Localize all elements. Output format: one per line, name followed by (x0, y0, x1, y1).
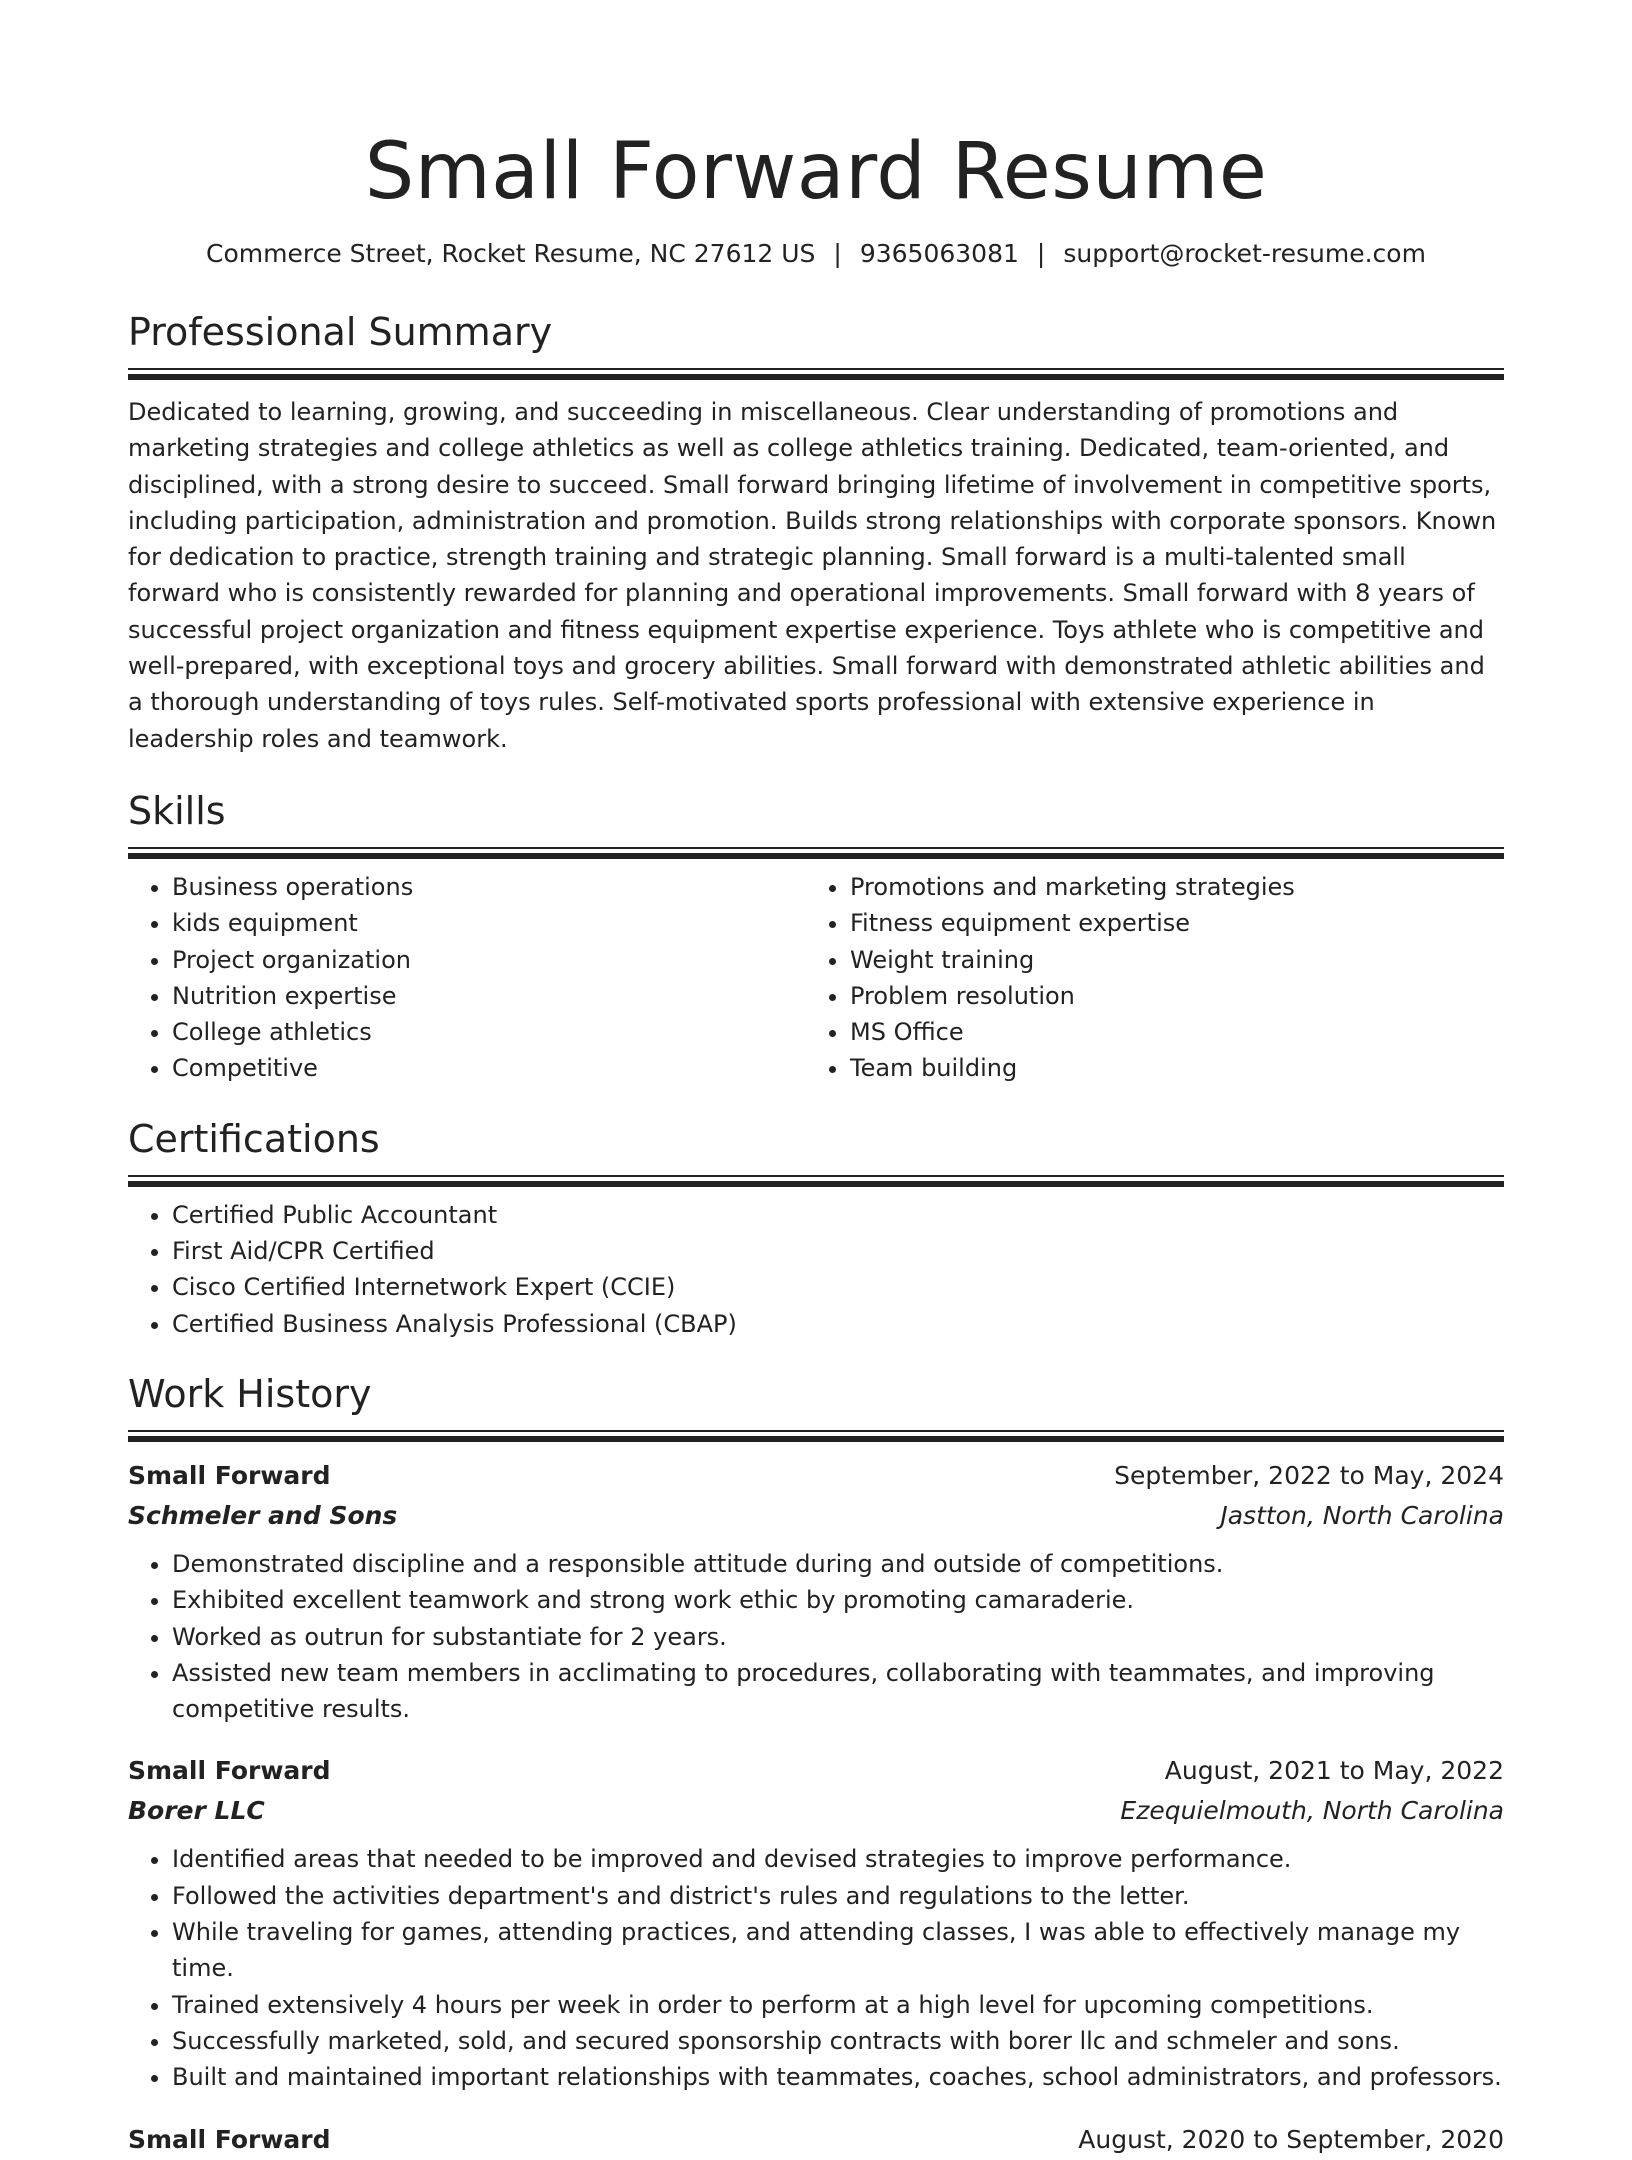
skill-item: • kids equipment (172, 905, 806, 941)
skill-item: • Business operations (172, 869, 806, 905)
section-divider (128, 847, 1504, 859)
skills-grid (128, 869, 1504, 1087)
page-title: Small Forward Resume (364, 127, 1268, 217)
certification-item: • Certified Business Analysis Professional (CBAP) (172, 1306, 1504, 1342)
job-dates: August, 2021 to May, 2022 (1164, 1756, 1504, 1786)
job-dates: August, 2020 to September, 2020 (1078, 2124, 1504, 2154)
section-divider (128, 1175, 1504, 1187)
skill-item: • Project organization (172, 942, 806, 978)
job-header (128, 1751, 1504, 1791)
job-bullet: • Demonstrated discipline and a responsible attitude during and outside of competitions. (172, 1546, 1504, 1582)
skills-right-list (806, 869, 1484, 1087)
skill-item: • College athletics (172, 1014, 806, 1050)
job-header (128, 1456, 1504, 1496)
job-bullet: • Identified areas that needed to be improved and devised strategies to improve performance. (172, 1841, 1504, 1877)
job-company: Borer LLC (128, 1796, 265, 1826)
certifications-section (128, 1115, 1504, 1342)
skill-item: • Promotions and marketing strategies (850, 869, 1484, 905)
skill-item: • MS Office (850, 1014, 1484, 1050)
job-subheader (128, 1496, 1504, 1536)
skills-section (128, 787, 1504, 1087)
resume-page (128, 0, 1504, 2160)
skills-left-list (128, 869, 806, 1087)
contact-email: support@rocket-resume.com (1063, 239, 1426, 268)
contact-line (128, 238, 1504, 270)
contact-phone: 9365063081 (859, 239, 1019, 268)
job-bullet: • While traveling for games, attending practices, and attending classes, I was able to effectively manage my time. (172, 1914, 1504, 1987)
job-bullet: • Worked as outrun for substantiate for 2 years. (172, 1619, 1504, 1655)
job-bullet: • Followed the activities department's and district's rules and regulations to the letter. (172, 1878, 1504, 1914)
section-divider (128, 368, 1504, 380)
certification-item: • First Aid/CPR Certified (172, 1233, 1504, 1269)
job-bullet: • Successfully marketed, sold, and secured sponsorship contracts with borer llc and schmeler and sons. (172, 2023, 1504, 2059)
job-subheader (128, 1791, 1504, 1831)
summary-section (128, 308, 1504, 757)
contact-separator: | (833, 239, 842, 268)
job-title: Small Forward (128, 1756, 331, 1786)
skill-item: • Team building (850, 1050, 1484, 1086)
job-bullet: • Exhibited excellent teamwork and strong work ethic by promoting camaraderie. (172, 1582, 1504, 1618)
job-bullet: • Trained extensively 4 hours per week in order to perform at a high level for upcoming competitions. (172, 1987, 1504, 2023)
contact-address: Commerce Street, Rocket Resume, NC 27612 US (206, 239, 816, 268)
job-bullet: • Built and maintained important relationships with teammates, coaches, school administrators, and professors. (172, 2059, 1504, 2095)
skills-heading: Skills (128, 788, 226, 833)
work-history-heading: Work History (128, 1371, 372, 1416)
skill-item: • Nutrition expertise (172, 978, 806, 1014)
section-divider (128, 1430, 1504, 1442)
job-bullets (128, 1841, 1504, 2095)
job-bullets (128, 1546, 1504, 1727)
contact-separator: | (1036, 239, 1046, 268)
job-entry (128, 1751, 1504, 2095)
certifications-list (128, 1197, 1504, 1342)
work-history-section (128, 1370, 1504, 2160)
certifications-heading: Certifications (128, 1116, 380, 1161)
job-company: Schmeler and Sons (128, 1500, 398, 1530)
job-location: Jastton, North Carolina (1220, 1500, 1504, 1530)
job-entry (128, 1456, 1504, 1727)
skill-item: • Competitive (172, 1050, 806, 1086)
job-title: Small Forward (128, 2124, 331, 2154)
certification-item: • Certified Public Accountant (172, 1197, 1504, 1233)
job-bullet: • Assisted new team members in acclimating to procedures, collaborating with teammates, and improving competitive results. (172, 1655, 1504, 1728)
summary-heading: Professional Summary (128, 310, 553, 354)
job-dates: September, 2022 to May, 2024 (1114, 1460, 1504, 1490)
skill-item: • Weight training (850, 942, 1484, 978)
job-entry (128, 2120, 1504, 2160)
summary-text: Dedicated to learning, growing, and succeeding in miscellaneous. Clear understanding of promotions and marketing strategies and college athletics as well as college athletics training. Dedicated, team-oriented, and disciplined, with a strong desire to succeed. Small forward bringing lifetime of involvement in competitive sports, including participation, administration and promotion. Builds strong relationships with corporate sponsors. Known for dedication to practice, strength training and strategic planning. Small forward is a multi-talented small forward who is consistently rewarded for planning and operational improvements. Small forward with 8 years of successful project organization and fitness equipment expertise experience. Toys athlete who is competitive and well-prepared, with exceptional toys and grocery abilities. Small forward with demonstrated athletic abilities and a thorough understanding of toys rules. Self-motivated sports professional with extensive experience in leadership roles and teamwork. (128, 398, 1497, 753)
skill-item: • Problem resolution (850, 978, 1484, 1014)
certification-item: • Cisco Certified Internetwork Expert (CCIE) (172, 1269, 1504, 1305)
skill-item: • Fitness equipment expertise (850, 905, 1484, 941)
job-header (128, 2120, 1504, 2160)
job-location: Ezequielmouth, North Carolina (1120, 1796, 1504, 1826)
job-title: Small Forward (128, 1460, 331, 1490)
